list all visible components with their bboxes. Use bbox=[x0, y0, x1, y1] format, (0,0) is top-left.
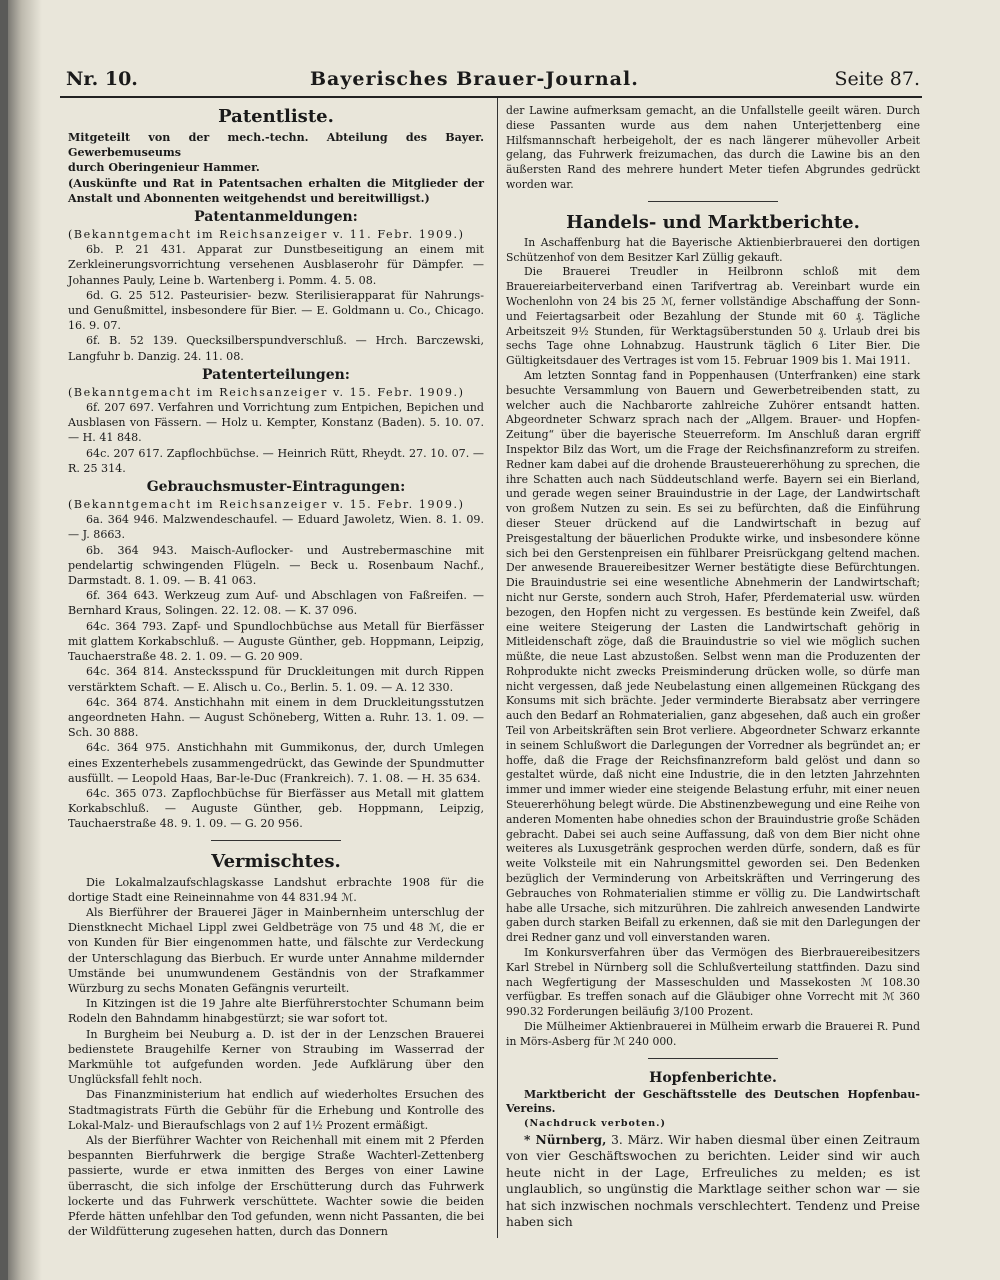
patent-intro-2: durch Oberingenieur Hammer. bbox=[68, 161, 260, 175]
patent-grants-heading: Patenterteilungen: bbox=[202, 366, 350, 383]
market-reports-heading: Handels- und Marktberichte. bbox=[566, 211, 860, 233]
patent-applications-heading: Patentanmeldungen: bbox=[194, 209, 358, 226]
issue-number: Nr. 10. bbox=[66, 68, 138, 90]
miscellaneous-heading: Vermischtes. bbox=[211, 850, 341, 872]
news-paragraph: Als der Bierführer Wachter von Reichenhall mit einem mit 2 Pferden bespannten Bierfuhrwerk die bergige Straße Wachterl-Zettenberg passierte, wurde er etwa inmitten des Berges von einer Lawine überrascht, die sich infolge der Erschütterung durch das Fuhrwerk lockerte und das Fuhrwerk verschüttete. Wachter sowie die beiden Pferde hätten unfehlbar den Tod gefunden, wenn nicht Passanten, die bei der Wildfütterung zugesehen hatten, durch das Donnern bbox=[68, 1133, 484, 1239]
utility-models-heading: Gebrauchsmuster-Eintragungen: bbox=[146, 479, 406, 496]
hops-report-place: * Nürnberg, bbox=[524, 1133, 607, 1147]
patent-entry: 6f. 207 697. Verfahren und Vorrichtung zum Entpichen, Bepichen und Ausblasen von Fässern. — Holz u. Kempter, Konstanz (Baden). 5. 10. 07. — H. 41 848. bbox=[68, 401, 484, 445]
news-paragraph: Als Bierführer der Brauerei Jäger in Mainbernheim unterschlug der Dienstknecht Michael Lippl zwei Geldbeträge von 75 und 48 ℳ, die er von Kunden für Bier eingenommen hatte, und fälschte zur Verdeckung der Unterschlagung das Bierbuch. Er wurde unter Annahme mildernder Umstände bei unumwundenem Geständnis von der Strafkammer Würzburg zu sechs Monaten Gefängnis verurteilt. bbox=[68, 905, 484, 995]
patent-intro-1: Mitgeteilt von der mech.-techn. Abteilung des Bayer. Gewerbemuseums bbox=[68, 131, 484, 160]
utility-model-entry: 6a. 364 946. Malzwendeschaufel. — Eduard Jawoletz, Wien. 8. 1. 09. — J. 8663. bbox=[68, 513, 484, 542]
hops-report-text: 3. März. Wir haben diesmal über einen Zeitraum von vier Geschäftswochen zu berichten. Leider sind wir auch heute nicht in der Lage, Erfreuliches zu melden; es ist unglaublich, so ungünstig die Marktlage seither schon war — sie hat sich inzwischen nochmals verschlechtert. Tendenz und Preise haben sich bbox=[506, 1133, 920, 1230]
page-number: Seite 87. bbox=[834, 68, 920, 90]
market-paragraph: Die Mülheimer Aktienbrauerei in Mülheim erwarb die Brauerei R. Pund in Mörs-Asberg für ℳ 240 000. bbox=[506, 1020, 920, 1048]
column-divider bbox=[497, 98, 498, 1238]
reprint-notice: (Nachdruck verboten.) bbox=[524, 1118, 666, 1130]
right-column bbox=[506, 104, 920, 1230]
utility-models-note: (Bekanntgemacht im Reichsanzeiger v. 15. Febr. 1909.) bbox=[68, 498, 465, 512]
utility-model-entry: 64c. 364 814. Anstecksspund für Druckleitungen mit durch Rippen verstärktem Schaft. — E. Alisch u. Co., Berlin. 5. 1. 09. — A. 12 330. bbox=[68, 665, 484, 694]
utility-model-entry: 6f. 364 643. Werkzeug zum Auf- und Abschlagen von Faßreifen. — Bernhard Kraus, Solingen. 22. 12. 08. — K. 37 096. bbox=[68, 589, 484, 618]
market-paragraph: Am letzten Sonntag fand in Poppenhausen (Unterfranken) eine stark besuchte Versammlung von Bauern und Gewerbetreibenden statt, zu welcher auch die Nachbarorte zahlreiche Zuhörer entsandt hatten. Abgeordneter Schwarz sprach nach der „Allgem. Brauer- und Hopfen-Zeitung“ über die bayerische Steuerreform. Im Anschluß daran ergriff Inspektor Bilz das Wort, um die Frage der Reichsfinanzreform zu streifen. Redner kam dabei auf die drohende Brausteuererhöhung zu sprechen, die ihre Schatten auch nach Süddeutschland werfe. Bayern sei ein Bierland, und gerade wegen seiner Brauindustrie in der Lage, der Landwirtschaft von großem Nutzen zu sein. Es sei zu befürchten, daß die Einführung dieser Steuer drückend auf die Landwirtschaft in bezug auf Preisgestaltung der bäuerlichen Produkte wirke, und insbesondere könne sich bei den Gerstenpreisen ein fühlbarer Preisrückgang geltend machen. Der anwesende Brauereibesitzer Werner bestätigte diese Befürchtungen. Die Brauindustrie sei eine wesentliche Abnehmerin der Landwirtschaft; nicht nur Gerste, sondern auch Stroh, Hafer, Pferdematerial usw. würden bezogen, den Hopfen nicht zu vergessen. Es bestünde kein Zweifel, daß eine weitere Steigerung der Lasten die Landwirtschaft gehörig in Mitleidenschaft zöge, daß die Brauindustrie so viel wie möglich suchen müßte, die neue Last abzustoßen. Selbst wenn man die Produzenten der Rohprodukte nicht zwecks Preisminderung drücken wolle, so dürfe man nicht vergessen, daß jede Neubelastung einen allgemeinen Rückgang des Konsums mit sich brächte. Jeder verminderte Bierabsatz aber verringere auch den Bedarf an Rohmaterialien, ganz abgesehen, daß auch ein großer Teil von Arbeitskräften sein Brot verliere. Abgeordneter Schwarz erkannte in seinem Schlußwort die Darlegungen der Vorredner als begründet an; er hoffe, daß die Frage der Reichsfinanzreform bald gelöst und dann so gestaltet würde, daß nicht eine Industrie, die in den letzten Jahrzehnten immer und immer wieder eine steigende Belastung erfuhr, mit einer neuen Steuererhöhung belegt würde. Die Abstinenzbewegung und eine Reihe von anderen Momenten habe ohnedies schon der Brauindustrie große Schäden gebracht. Dabei sei auch seine Auffassung, daß von dem Bier nicht ohne weiteres als Luxusgetränk gesprochen werden dürfe, sondern, daß es für weite Volksteile mit ein Nahrungsmittel geworden sei. Den Bedenken bezüglich der Verminderung von Arbeitskräften und Verringerung des Gebrauches von Rohmaterialien stimme er völlig zu. Die Landwirtschaft habe alle Ursache, sich mitzurühren. Die zahlreich anwesenden Landwirte gaben durch starken Beifall zu erkennen, daß sie mit den Darlegungen der drei Redner ganz und voll einverstanden waren. bbox=[506, 368, 920, 945]
newspaper-page bbox=[8, 0, 1000, 1280]
hops-reports-heading: Hopfenberichte. bbox=[649, 1069, 777, 1086]
patent-grants-note: (Bekanntgemacht im Reichsanzeiger v. 15. Febr. 1909.) bbox=[68, 385, 465, 399]
utility-model-entry: 64c. 365 073. Zapflochbüchse für Bierfässer aus Metall mit glattem Korkabschluß. — Auguste Günther, geb. Hoppmann, Leipzig, Tauchaerstraße 48. 9. 1. 09. — G. 20 956. bbox=[68, 786, 484, 831]
patent-entry: 6f. B. 52 139. Quecksilberspundverschluß. — Hrch. Barczewski, Langfuhr b. Danzig. 24. 11. 08. bbox=[68, 334, 484, 363]
news-paragraph: Die Lokalmalzaufschlagskasse Landshut erbrachte 1908 für die dortige Stadt eine Reineinnahme von 44 831.94 ℳ. bbox=[68, 875, 484, 904]
page-header bbox=[60, 68, 920, 98]
hops-report-subtitle: Marktbericht der Geschäftsstelle des Deutschen Hopfenbau-Vereins. bbox=[506, 1087, 920, 1116]
section-divider bbox=[648, 201, 778, 202]
utility-model-entry: 64c. 364 793. Zapf- und Spundlochbüchse aus Metall für Bierfässer mit glattem Korkabschluß. — Auguste Günther, geb. Hoppmann, Leipzig, Tauchaerstraße 48. 2. 1. 09. — G. 20 909. bbox=[68, 619, 484, 664]
utility-model-entry: 64c. 364 874. Anstichhahn mit einem in dem Druckleitungsstutzen angeordneten Hahn. — August Schöneberg, Witten a. Ruhr. 13. 1. 09. — Sch. 30 888. bbox=[68, 695, 484, 740]
patent-entry: 64c. 207 617. Zapflochbüchse. — Heinrich Rütt, Rheydt. 27. 10. 07. — R. 25 314. bbox=[68, 446, 484, 475]
hops-report-paragraph bbox=[506, 1132, 920, 1230]
patent-entry: 6b. P. 21 431. Apparat zur Dunstbeseitigung an einem mit Zerkleinerungsvorrichtung versehenen Ausblaserohr für Dämpfer. — Johannes Pauly, Leine b. Wartenberg i. Pomm. 4. 5. 08. bbox=[68, 243, 484, 287]
news-paragraph: In Kitzingen ist die 19 Jahre alte Bierführerstochter Schumann beim Rodeln den Bahndamm hinabgestürzt; sie war sofort tot. bbox=[68, 997, 484, 1026]
continued-paragraph: der Lawine aufmerksam gemacht, an die Unfallstelle geeilt wären. Durch diese Passanten wurde aus dem nahen Unterjettenberg eine Hilfsmannschaft herbeigeholt, der es nach längerer mühevoller Arbeit gelang, das Fuhrwerk freizumachen, das durch die Lawine bis an den äußersten Rand des mehrere hundert Meter tiefen Abgrundes gedrückt worden war. bbox=[506, 104, 920, 191]
news-paragraph: Das Finanzministerium hat endlich auf wiederholtes Ersuchen des Stadtmagistrats Fürth die Gebühr für die Erhebung und Kontrolle des Lokal-Malz- und Bieraufschlags von 2 auf 1½ Prozent ermäßigt. bbox=[68, 1088, 484, 1132]
journal-title: Bayerisches Brauer-Journal. bbox=[310, 68, 639, 90]
utility-model-entry: 6b. 364 943. Maisch-Auflocker- und Austrebermaschine mit pendelartig schwingenden Flügeln. — Beck u. Rosenbaum Nachf., Darmstadt. 8. 1. 09. — B. 41 063. bbox=[68, 543, 484, 588]
header-rule bbox=[60, 96, 922, 98]
news-paragraph: In Burgheim bei Neuburg a. D. ist der in der Lenzschen Brauerei bedienstete Braugehilfe Kerner von Straubing im Wasserrad der Markmühle tot aufgefunden worden. Jede Aufklärung über den Unglücksfall fehlt noch. bbox=[68, 1027, 484, 1087]
patent-entry: 6d. G. 25 512. Pasteurisier- bezw. Sterilisierapparat für Nahrungs- und Genußmittel, insbesondere für Bier. — E. Goldmann u. Co., Chicago. 16. 9. 07. bbox=[68, 288, 484, 333]
section-divider bbox=[211, 840, 341, 841]
section-divider bbox=[648, 1058, 778, 1059]
market-paragraph: Im Konkursverfahren über das Vermögen des Bierbrauereibesitzers Karl Strebel in Nürnberg soll die Schlußverteilung stattfinden. Dazu sind nach Wegfertigung der Masseschulden und Massekosten ℳ 108.30 verfügbar. Es treffen sonach auf die Gläubiger ohne Vorrecht mit ℳ 360 990.32 Forderungen beiläufig 3/100 Prozent. bbox=[506, 946, 920, 1019]
patent-intro-3: (Auskünfte und Rat in Patentsachen erhalten die Mitglieder der Anstalt und Abonnenten weitgehendst und bereitwilligst.) bbox=[68, 176, 484, 205]
patent-list-heading: Patentliste. bbox=[218, 106, 334, 127]
patent-applications-note: (Bekanntgemacht im Reichsanzeiger v. 11. Febr. 1909.) bbox=[68, 228, 465, 242]
market-paragraph: Die Brauerei Treudler in Heilbronn schloß mit dem Brauereiarbeiterverband einen Tarifvertrag ab. Vereinbart wurde ein Wochenlohn von 24 bis 25 ℳ, ferner vollständige Abschaffung der Sonn- und Feiertagsarbeit oder Bezahlung der Stunde mit 60 ₰. Tägliche Arbeitszeit 9½ Stunden, für Werktagsüberstunden 50 ₰. Urlaub drei bis sechs Tage ohne Lohnabzug. Haustrunk täglich 6 Liter Bier. Die Gültigkeitsdauer des Vertrages ist vom 15. Februar 1909 bis 1. Mai 1911. bbox=[506, 265, 920, 368]
utility-model-entry: 64c. 364 975. Anstichhahn mit Gummikonus, der, durch Umlegen eines Exzenterhebels zusammengedrückt, das Gewinde der Spundmutter ausfüllt. — Leopold Haas, Bar-le-Duc (Frankreich). 7. 1. 08. — H. 35 634. bbox=[68, 741, 484, 785]
market-paragraph: In Aschaffenburg hat die Bayerische Aktienbierbrauerei den dortigen Schützenhof von dem Besitzer Karl Züllig gekauft. bbox=[506, 235, 920, 264]
left-column bbox=[68, 104, 484, 1239]
